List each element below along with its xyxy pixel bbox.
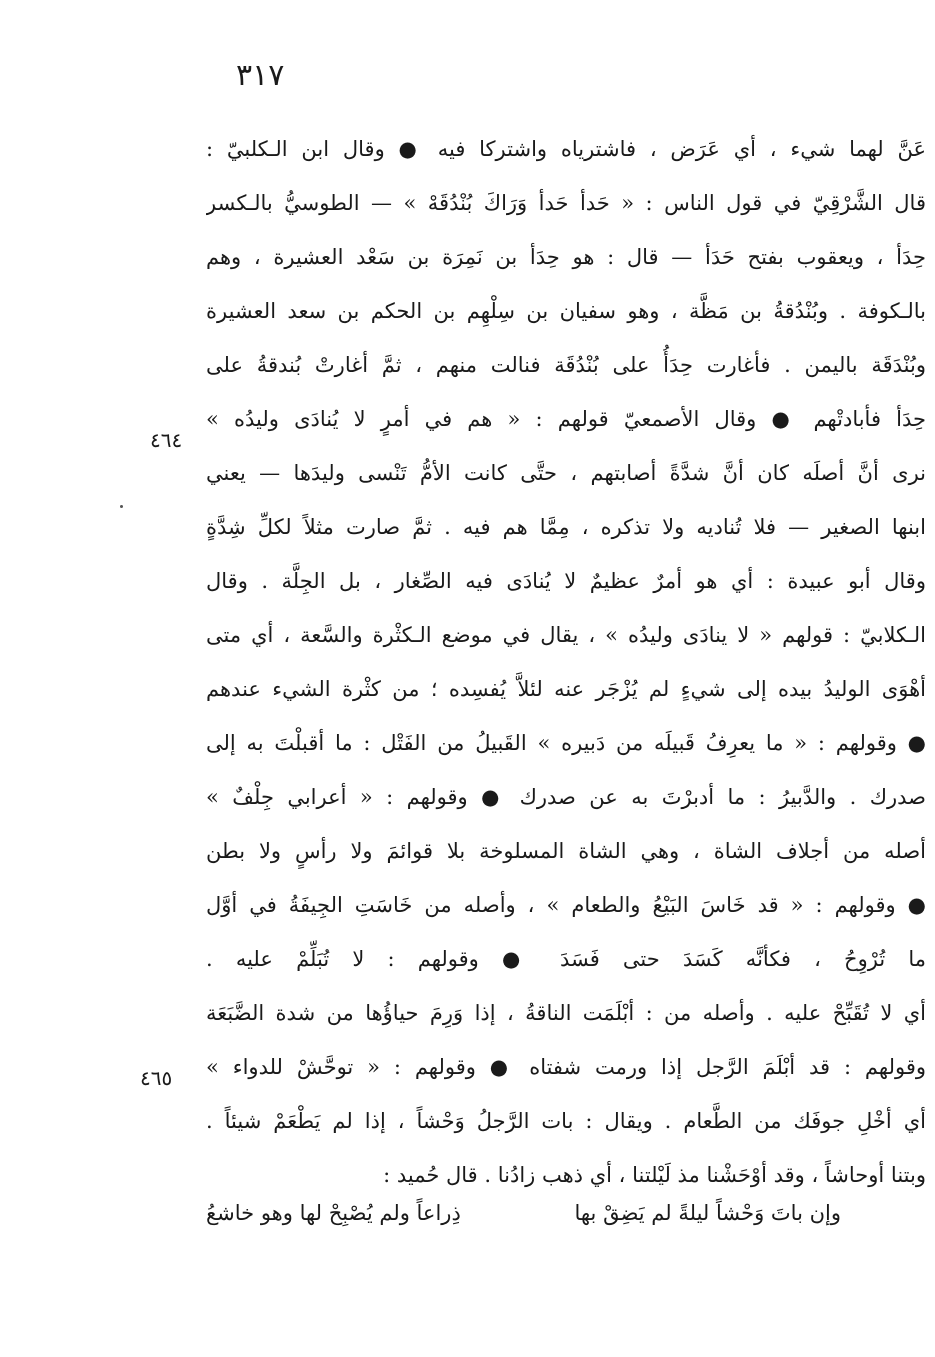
poem-verse — [206, 1186, 841, 1240]
poem-second-hemistich: ذِراعاً ولم يُصْبِحْ لها وهو خاشعُ — [206, 1201, 461, 1225]
body-text — [206, 122, 926, 1202]
text-line: نرى أنَّ أصلَه كان أنَّ شدَّةً أصابتهم ، حتَّى كانت الأمُّ تَنْسى وليدَها — يعني — [206, 461, 926, 485]
text-line: بالـكوفة . وبُنْدُقةُ بن مَظَّة ، وهو سفيان بن سِلْهِم بن الحكم بن سعد العشيرة — [206, 299, 926, 323]
stray-mark — [120, 505, 123, 508]
page-number: ٣١٧ — [236, 58, 285, 93]
text-line: ما تُرْوِحُ ، فكأنَّه كَسَدَ حتى فَسَدَ ● وقولهم : لا تُبَلِّمْ عليه . — [206, 947, 926, 971]
margin-number-464: ٤٦٤ — [150, 428, 183, 452]
margin-number-465: ٤٦٥ — [140, 1066, 173, 1090]
text-line: الـكلابيّ : قولهم « لا ينادَى وليدُه » ، يقال في موضع الـكثْرة والسَّعة ، أي متى — [206, 623, 926, 647]
text-line: صدرك . والدَّبيرُ : ما أدبرْتَ به عن صدرك ● وقولهم : « أعرابي جِلْفٌ » — [206, 785, 926, 809]
text-line: ● وقولهم : « قد خَاسَ البَيْعُ والطعام » ، وأصله من خَاسَتِ الجِيفَةُ في أوَّل — [206, 893, 926, 917]
text-line: حِدَأ ، ويعقوب بفتح حَدَأ — قال : هو حِدَأ بن نَمِرَة بن سَعْد العشيرة ، وهم — [206, 245, 926, 269]
text-line: ابنها الصغير — فلا تُناديه ولا تذكره ، مِمَّا هم فيه . ثمَّ صارت مثلاً لكلِّ شِدَّةٍ — [206, 515, 926, 539]
text-line: قال الشَّرْقِيّ في قول الناس : « حَدأ حَدأ وَرَاكَ بُنْدُقَهْ » — الطوسيُّ بالـكسر — [206, 191, 926, 215]
text-line: عَنَّ لهما شيء ، أي عَرَض ، فاشترياه واشتركا فيه ● وقال ابن الـكلبيّ : — [206, 137, 926, 161]
text-line: أهْوَى الوليدُ بيده إلى شيءٍ لم يُزْجَر عنه لئلاَّ يُفسِده ؛ من كثْرة الشيء عندهم — [206, 677, 926, 701]
text-line: وقولهم : قد أبْلَمَ الرَّجل إذا ورمت شفتاه ● وقولهم : « توحَّشْ للدواء » — [206, 1055, 926, 1079]
text-line: وبتنا أوحاشاً ، وقد أوْحَشْنا مذ لَيْلتنا ، أي ذهب زادُنا . قال حُميد : — [383, 1163, 926, 1187]
text-line: أصله من أجلاف الشاة ، وهي الشاة المسلوخة بلا قوائمَ ولا رأسٍ ولا بطن — [206, 839, 926, 863]
poem-first-hemistich: وإن باتَ وَحْشاً ليلةً لم يَضِقْ بها — [574, 1201, 841, 1225]
text-line: حِدَأ فأبادتْهم ● وقال الأصمعيّ قولهم : « هم في أمرٍ لا يُنادَى وليدُه » — [206, 407, 926, 431]
text-line: ● وقولهم : « ما يعرِفُ قَبيلَه من دَبيره » القَبيلُ من الفَتْل : ما أقبلْتَ به إلى — [206, 731, 926, 755]
text-line: وقال أبو عبيدة : أي هو أمرٌ عظيمٌ لا يُنادَى فيه الصِّغار ، بل الجِلَّة . وقال — [206, 569, 926, 593]
text-line: أي أخْلِ جوفَك من الطَّعام . ويقال : بات الرَّجلُ وَحْشاً ، إذا لم يَطْعَمْ شيئاً . — [206, 1109, 926, 1133]
text-line: أي لا تُقَبِّحْ عليه . وأصله من : أبْلَمَت الناقةُ ، إذا وَرِمَ حياؤُها من شدة الضَّبَعَة — [206, 1001, 926, 1025]
text-line: وبُنْدَقَة باليمن . فأغارت حِدَأُ على بُنْدُقَة فنالت منهم ، ثمَّ أغارتْ بُندقةُ على — [206, 353, 926, 377]
